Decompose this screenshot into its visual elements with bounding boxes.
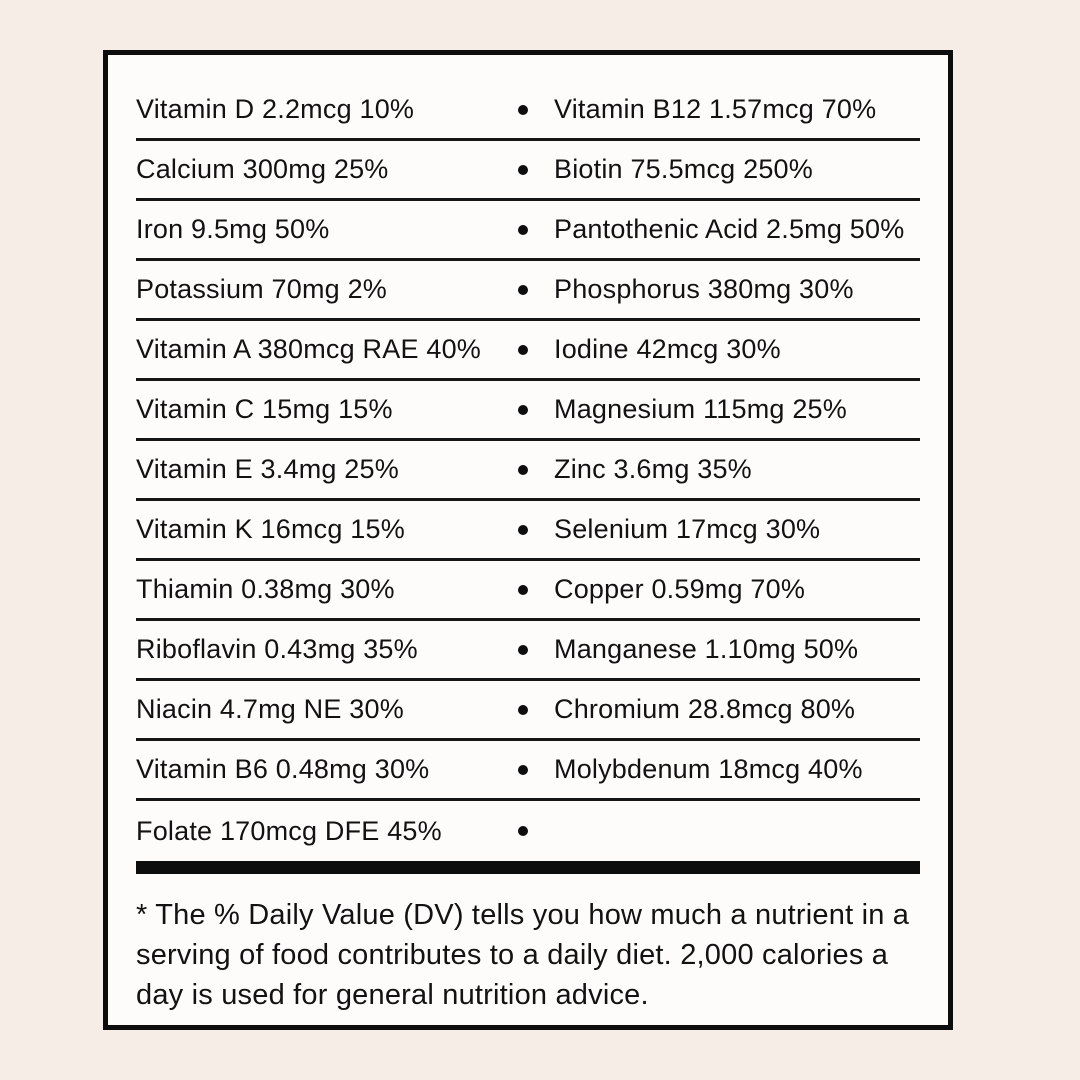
bullet-separator-icon bbox=[508, 645, 538, 655]
table-row bbox=[136, 381, 920, 441]
nutrient-right-cell: Pantothenic Acid 2.5mg 50% bbox=[554, 214, 905, 244]
bullet-separator-icon bbox=[508, 225, 538, 235]
nutrient-left-cell: Vitamin B6 0.48mg 30% bbox=[136, 754, 430, 784]
table-row bbox=[136, 561, 920, 621]
bullet-separator-icon bbox=[508, 826, 538, 836]
bullet-separator-icon bbox=[508, 405, 538, 415]
nutrient-left-cell: Potassium 70mg 2% bbox=[136, 274, 388, 304]
nutrient-left-cell: Thiamin 0.38mg 30% bbox=[136, 574, 395, 604]
thick-divider-bar bbox=[136, 861, 920, 874]
bullet-separator-icon bbox=[508, 765, 538, 775]
table-row bbox=[136, 261, 920, 321]
table-row bbox=[136, 621, 920, 681]
nutrient-left-cell: Niacin 4.7mg NE 30% bbox=[136, 694, 404, 724]
nutrient-right-cell: Chromium 28.8mcg 80% bbox=[554, 694, 856, 724]
table-row bbox=[136, 681, 920, 741]
bullet-separator-icon bbox=[508, 705, 538, 715]
nutrient-right-cell: Phosphorus 380mg 30% bbox=[554, 274, 854, 304]
bullet-separator-icon bbox=[508, 345, 538, 355]
nutrient-right-cell: Magnesium 115mg 25% bbox=[554, 394, 847, 424]
nutrient-left-cell: Vitamin E 3.4mg 25% bbox=[136, 454, 399, 484]
nutrient-left-cell: Vitamin D 2.2mcg 10% bbox=[136, 94, 415, 124]
nutrient-right-cell: Copper 0.59mg 70% bbox=[554, 574, 806, 604]
nutrient-left-cell: Vitamin K 16mcg 15% bbox=[136, 514, 405, 544]
nutrition-label-panel bbox=[103, 50, 953, 1030]
nutrient-left-cell: Riboflavin 0.43mg 35% bbox=[136, 634, 418, 664]
bullet-separator-icon bbox=[508, 285, 538, 295]
table-row bbox=[136, 321, 920, 381]
bullet-separator-icon bbox=[508, 465, 538, 475]
table-row bbox=[136, 501, 920, 561]
nutrition-label-content bbox=[108, 55, 948, 1025]
nutrient-right-cell: Iodine 42mcg 30% bbox=[554, 334, 781, 364]
nutrient-right-cell: Zinc 3.6mg 35% bbox=[554, 454, 752, 484]
table-row bbox=[136, 141, 920, 201]
nutrient-right-cell: Vitamin B12 1.57mcg 70% bbox=[554, 94, 877, 124]
nutrient-table bbox=[136, 81, 920, 861]
nutrient-left-cell: Folate 170mcg DFE 45% bbox=[136, 815, 442, 846]
nutrient-right-cell: Molybdenum 18mcg 40% bbox=[554, 754, 863, 784]
nutrient-right-cell: Selenium 17mcg 30% bbox=[554, 514, 821, 544]
table-row bbox=[136, 81, 920, 141]
nutrient-left-cell: Iron 9.5mg 50% bbox=[136, 214, 330, 244]
daily-value-footnote: * The % Daily Value (DV) tells you how much a nutrient in a serving of food contributes to a daily diet. 2,000 calories a day is used for general nutrition advice. bbox=[136, 899, 910, 1011]
bullet-separator-icon bbox=[508, 165, 538, 175]
nutrient-right-cell: Manganese 1.10mg 50% bbox=[554, 634, 859, 664]
table-row bbox=[136, 201, 920, 261]
nutrient-right-cell: Biotin 75.5mcg 250% bbox=[554, 154, 813, 184]
bullet-separator-icon bbox=[508, 585, 538, 595]
nutrient-left-cell: Calcium 300mg 25% bbox=[136, 154, 389, 184]
bullet-separator-icon bbox=[508, 105, 538, 115]
table-row bbox=[136, 741, 920, 801]
bullet-separator-icon bbox=[508, 525, 538, 535]
table-row bbox=[136, 801, 920, 861]
nutrient-left-cell: Vitamin A 380mcg RAE 40% bbox=[136, 334, 481, 364]
nutrient-left-cell: Vitamin C 15mg 15% bbox=[136, 394, 393, 424]
table-row bbox=[136, 441, 920, 501]
